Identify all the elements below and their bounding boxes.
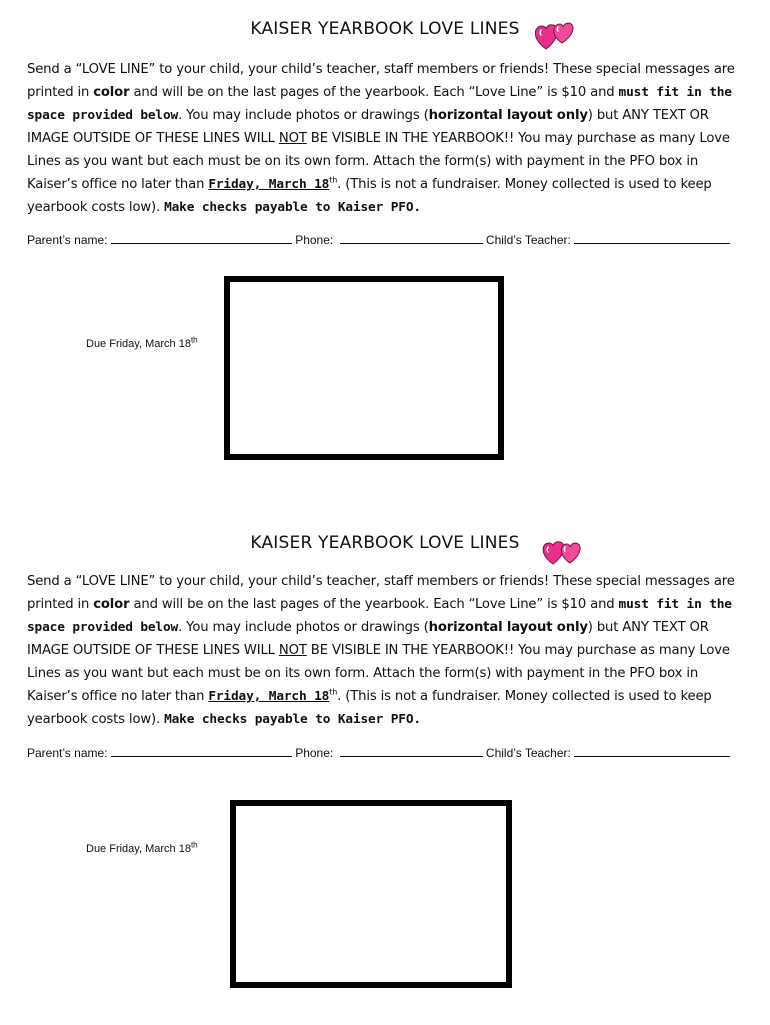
teacher-field[interactable] xyxy=(574,233,730,244)
emphasis-color: color xyxy=(93,597,130,612)
contact-fields xyxy=(27,746,747,760)
contact-fields xyxy=(27,233,747,247)
love-line-space[interactable] xyxy=(230,800,512,988)
emphasis-not: NOT xyxy=(278,643,307,658)
heart-icon xyxy=(543,542,564,564)
heart-icon xyxy=(561,543,580,563)
instructions-paragraph: Send a “LOVE LINE” to your child, your child’s teacher, staff members or friends! These special messages are printed in color and will be on the last pages of the yearbook. Each “Love Line” is $10 and must fit in the space provided below. You may include photos or drawings (horizontal layout only) but ANY TEXT OR IMAGE OUTSIDE OF THESE LINES WILL NOT BE VISIBLE IN THE YEARBOOK!! You may purchase as many Love Lines as you want but each must be on its own form. Attach the form(s) with payment in the PFO box in Kaiser’s office no later than Friday, March 18th. (This is not a fundraiser. Money collected is used to keep yearbook costs low). Make checks payable to Kaiser PFO. xyxy=(27,62,735,215)
hearts-icon xyxy=(540,537,584,569)
phone-label: Phone: xyxy=(295,746,334,760)
emphasis-must-fit: must fit in the space provided below xyxy=(27,85,732,123)
hearts-icon xyxy=(533,20,577,52)
parent-name-label: Parent’s name: xyxy=(27,233,108,247)
emphasis-not: NOT xyxy=(278,131,307,146)
due-note: Due Friday, March 18th xyxy=(86,335,198,350)
emphasis-must-fit: must fit in the space provided below xyxy=(27,597,732,635)
checks-payable: Make checks payable to Kaiser PFO. xyxy=(164,200,421,215)
heart-icon xyxy=(554,23,573,43)
emphasis-color: color xyxy=(93,85,130,100)
phone-field[interactable] xyxy=(340,233,483,244)
teacher-field[interactable] xyxy=(574,746,730,757)
hearts-decoration xyxy=(533,20,577,56)
checks-payable: Make checks payable to Kaiser PFO. xyxy=(164,712,421,727)
emphasis-horizontal: horizontal layout only xyxy=(428,620,588,635)
instructions-paragraph: Send a “LOVE LINE” to your child, your child’s teacher, staff members or friends! These special messages are printed in color and will be on the last pages of the yearbook. Each “Love Line” is $10 and must fit in the space provided below. You may include photos or drawings (horizontal layout only) but ANY TEXT OR IMAGE OUTSIDE OF THESE LINES WILL NOT BE VISIBLE IN THE YEARBOOK!! You may purchase as many Love Lines as you want but each must be on its own form. Attach the form(s) with payment in the PFO box in Kaiser’s office no later than Friday, March 18th. (This is not a fundraiser. Money collected is used to keep yearbook costs low). Make checks payable to Kaiser PFO. xyxy=(27,574,735,727)
phone-field[interactable] xyxy=(340,746,483,757)
parent-name-label: Parent’s name: xyxy=(27,746,108,760)
form-title: KAISER YEARBOOK LOVE LINES xyxy=(250,19,520,39)
love-line-form-1 xyxy=(0,0,770,512)
parent-name-field[interactable] xyxy=(111,233,292,244)
deadline-date: Friday, March 18 xyxy=(208,177,330,192)
deadline-date: Friday, March 18 xyxy=(208,689,330,704)
teacher-label: Child’s Teacher: xyxy=(485,233,571,247)
form-title: KAISER YEARBOOK LOVE LINES xyxy=(250,533,520,553)
love-line-space[interactable] xyxy=(224,276,504,460)
love-line-form-2 xyxy=(0,513,770,1025)
hearts-decoration xyxy=(540,537,584,573)
emphasis-horizontal: horizontal layout only xyxy=(428,108,588,123)
teacher-label: Child’s Teacher: xyxy=(485,746,571,760)
due-note: Due Friday, March 18th xyxy=(86,840,198,855)
phone-label: Phone: xyxy=(295,233,334,247)
parent-name-field[interactable] xyxy=(111,746,292,757)
